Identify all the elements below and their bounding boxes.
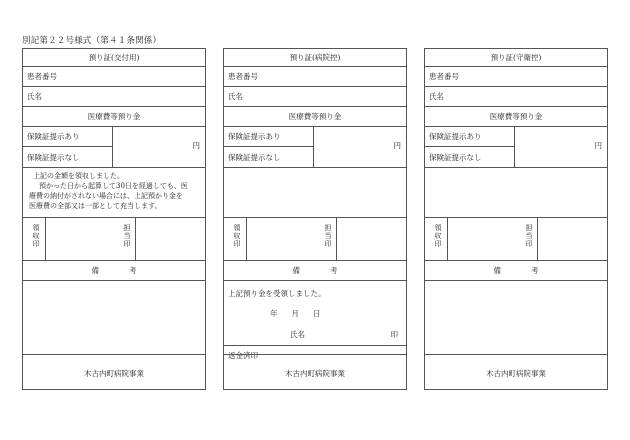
deposit-label: 医療費等預り金: [23, 107, 205, 127]
insurance-shown-option[interactable]: 保険証提示あり: [425, 127, 515, 147]
remarks-char-2: 考: [129, 266, 137, 275]
insurance-section: [23, 127, 205, 168]
remarks-char-2: 考: [531, 266, 539, 275]
form-heading: 預り証(病院控): [224, 49, 406, 67]
receipt-form-guard: [424, 48, 608, 390]
seal-section: [23, 218, 205, 261]
document-title: 別記第２２号様式（第４１条関係）: [22, 36, 162, 46]
seal-section: [425, 218, 607, 261]
deposit-label: 医療費等預り金: [224, 107, 406, 127]
seal-divider: [246, 218, 247, 260]
receipt-form-hospital: [223, 48, 407, 390]
remarks-char-2: 考: [330, 266, 338, 275]
seal-section: [224, 218, 406, 261]
yen-unit: 円: [393, 141, 401, 150]
statement-line-1: 上記の金額を領収しました。: [33, 172, 124, 180]
insurance-shown-option[interactable]: 保険証提示あり: [23, 127, 113, 147]
statement-line-3: 療費の納付がされない場合には、上記預かり金を: [29, 192, 183, 200]
remarks-area: [224, 281, 406, 391]
blank-area: [425, 168, 607, 218]
signer-seal-label: 印: [390, 330, 398, 339]
signer-name-label: 氏名: [290, 330, 305, 339]
remarks-char-1: 備: [292, 266, 300, 275]
form-footer: 木古内町病院事業: [224, 354, 406, 391]
remarks-char-1: 備: [91, 266, 99, 275]
seal-divider: [447, 218, 448, 260]
statement-line-4: 医療費の全部又は一部として充当します。: [29, 202, 162, 210]
seal-divider: [135, 218, 136, 260]
staff-seal-label: 担当印: [324, 224, 332, 248]
date-field[interactable]: [270, 308, 335, 319]
insurance-options: [425, 127, 515, 167]
refund-seal-field[interactable]: 返金済印: [224, 345, 406, 365]
statement-line-2: 預かった日から起算して30日を経過しても、医: [39, 182, 188, 190]
seal-divider: [537, 218, 538, 260]
blank-area: [224, 168, 406, 218]
form-heading: 預り証(守衛控): [425, 49, 607, 67]
received-statement: 上記預り金を受領しました。: [228, 289, 326, 298]
yen-unit: 円: [594, 141, 602, 150]
receipt-seal-label: 領収印: [434, 224, 442, 248]
seal-divider: [45, 218, 46, 260]
form-footer: 木古内町病院事業: [425, 354, 607, 391]
insurance-options: [23, 127, 113, 167]
form-footer: 木古内町病院事業: [23, 354, 205, 391]
receipt-form-issue: [22, 48, 206, 390]
insurance-not-shown-option[interactable]: 保険証提示なし: [228, 152, 281, 162]
remarks-area[interactable]: [425, 281, 607, 391]
remarks-header: [224, 261, 406, 281]
yen-unit: 円: [192, 141, 200, 150]
patient-name-field[interactable]: 氏名: [23, 87, 205, 107]
staff-seal-label: 担当印: [525, 224, 533, 248]
insurance-shown-option[interactable]: 保険証提示あり: [224, 127, 314, 147]
insurance-not-shown-option[interactable]: 保険証提示なし: [429, 152, 482, 162]
insurance-not-shown-option[interactable]: 保険証提示なし: [27, 152, 80, 162]
staff-seal-label: 担当印: [123, 224, 131, 248]
patient-number-field[interactable]: 患者番号: [224, 67, 406, 87]
patient-name-field[interactable]: 氏名: [224, 87, 406, 107]
year-label: 年: [270, 309, 278, 318]
patient-name-field[interactable]: 氏名: [425, 87, 607, 107]
receipt-seal-label: 領収印: [233, 224, 241, 248]
receipt-seal-label: 領収印: [32, 224, 40, 248]
month-label: 月: [291, 309, 299, 318]
form-heading: 預り証(交付用): [23, 49, 205, 67]
remarks-area[interactable]: [23, 281, 205, 391]
remarks-header: [425, 261, 607, 281]
receipt-statement: [23, 168, 205, 218]
remarks-header: [23, 261, 205, 281]
insurance-options: [224, 127, 314, 167]
remarks-char-1: 備: [493, 266, 501, 275]
day-label: 日: [313, 309, 321, 318]
insurance-section: [224, 127, 406, 168]
patient-number-field[interactable]: 患者番号: [23, 67, 205, 87]
patient-number-field[interactable]: 患者番号: [425, 67, 607, 87]
deposit-label: 医療費等預り金: [425, 107, 607, 127]
insurance-section: [425, 127, 607, 168]
seal-divider: [336, 218, 337, 260]
